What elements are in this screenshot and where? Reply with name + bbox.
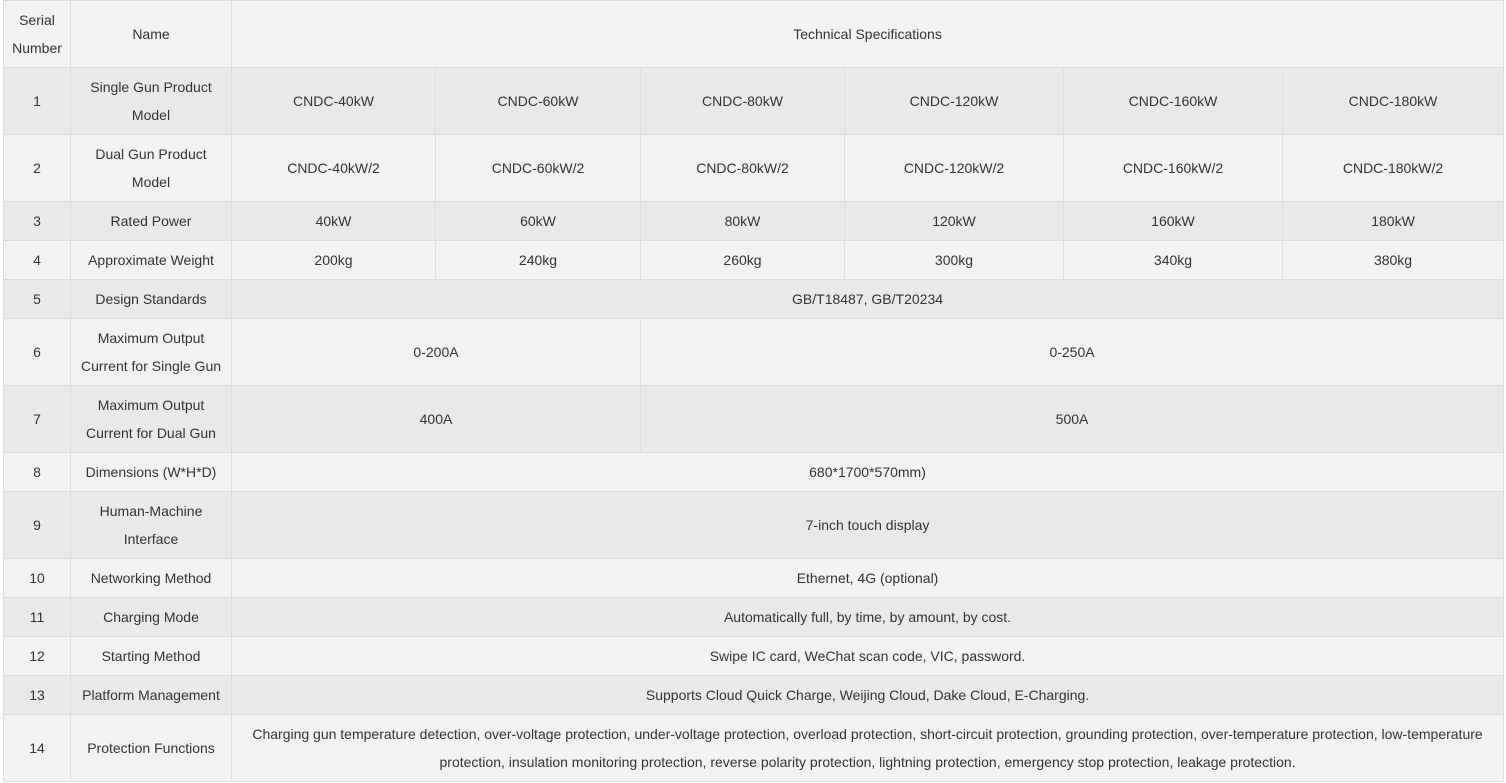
spec-cell: CNDC-40kW/2 — [232, 135, 436, 202]
table-row — [4, 386, 1504, 453]
spec-cell: CNDC-180kW/2 — [1283, 135, 1504, 202]
row-name: Rated Power — [71, 202, 232, 241]
header-name: Name — [71, 1, 232, 68]
spec-cell: CNDC-80kW/2 — [641, 135, 845, 202]
spec-cell: 160kW — [1064, 202, 1283, 241]
spec-cell: 0-200A — [232, 319, 641, 386]
technical-specifications-table — [3, 0, 1504, 782]
row-serial: 10 — [4, 559, 71, 598]
row-name: Single Gun Product Model — [71, 68, 232, 135]
row-name: Maximum Output Current for Dual Gun — [71, 386, 232, 453]
table-row — [4, 637, 1504, 676]
table-row — [4, 280, 1504, 319]
spec-cell: 240kg — [436, 241, 641, 280]
spec-cell: 380kg — [1283, 241, 1504, 280]
spec-cell: Automatically full, by time, by amount, by cost. — [232, 598, 1504, 637]
table-header-row — [4, 1, 1504, 68]
spec-cell: CNDC-120kW/2 — [845, 135, 1064, 202]
row-name: Approximate Weight — [71, 241, 232, 280]
row-serial: 14 — [4, 715, 71, 782]
spec-cell: CNDC-60kW — [436, 68, 641, 135]
spec-cell: 80kW — [641, 202, 845, 241]
spec-cell: CNDC-160kW/2 — [1064, 135, 1283, 202]
table-row — [4, 598, 1504, 637]
row-serial: 13 — [4, 676, 71, 715]
row-name: Starting Method — [71, 637, 232, 676]
row-serial: 6 — [4, 319, 71, 386]
spec-cell: Supports Cloud Quick Charge, Weijing Cloud, Dake Cloud, E-Charging. — [232, 676, 1504, 715]
table-row — [4, 559, 1504, 598]
row-serial: 11 — [4, 598, 71, 637]
spec-cell: 500A — [641, 386, 1504, 453]
spec-cell: CNDC-80kW — [641, 68, 845, 135]
row-name: Charging Mode — [71, 598, 232, 637]
table-row — [4, 676, 1504, 715]
row-serial: 9 — [4, 492, 71, 559]
table-row — [4, 241, 1504, 280]
row-serial: 4 — [4, 241, 71, 280]
row-name: Dual Gun Product Model — [71, 135, 232, 202]
table-row — [4, 202, 1504, 241]
spec-cell: GB/T18487, GB/T20234 — [232, 280, 1504, 319]
row-serial: 12 — [4, 637, 71, 676]
row-name: Maximum Output Current for Single Gun — [71, 319, 232, 386]
spec-cell: CNDC-160kW — [1064, 68, 1283, 135]
table-row — [4, 68, 1504, 135]
row-name: Protection Functions — [71, 715, 232, 782]
table-row — [4, 319, 1504, 386]
row-serial: 7 — [4, 386, 71, 453]
spec-cell: 300kg — [845, 241, 1064, 280]
row-serial: 3 — [4, 202, 71, 241]
table-row — [4, 135, 1504, 202]
row-name: Platform Management — [71, 676, 232, 715]
spec-cell: CNDC-60kW/2 — [436, 135, 641, 202]
spec-cell: 40kW — [232, 202, 436, 241]
table-row — [4, 453, 1504, 492]
spec-cell: 60kW — [436, 202, 641, 241]
row-name: Networking Method — [71, 559, 232, 598]
header-serial-number: Serial Number — [4, 1, 71, 68]
row-serial: 2 — [4, 135, 71, 202]
spec-cell: 680*1700*570mm) — [232, 453, 1504, 492]
row-serial: 8 — [4, 453, 71, 492]
row-name: Human-Machine Interface — [71, 492, 232, 559]
spec-cell: 260kg — [641, 241, 845, 280]
header-technical-specifications: Technical Specifications — [232, 1, 1504, 68]
spec-cell: CNDC-180kW — [1283, 68, 1504, 135]
row-name: Dimensions (W*H*D) — [71, 453, 232, 492]
spec-cell: 340kg — [1064, 241, 1283, 280]
spec-cell: Charging gun temperature detection, over-voltage protection, under-voltage protection, overload protection, short-circuit protection, grounding protection, over-temperature protection, low-temperature protection, insulation monitoring protection, reverse polarity protection, lightning protection, emergency stop protection, leakage protection. — [232, 715, 1504, 782]
spec-cell: CNDC-120kW — [845, 68, 1064, 135]
row-serial: 1 — [4, 68, 71, 135]
spec-cell: 7-inch touch display — [232, 492, 1504, 559]
spec-cell: 200kg — [232, 241, 436, 280]
spec-cell: 120kW — [845, 202, 1064, 241]
row-serial: 5 — [4, 280, 71, 319]
spec-cell: Swipe IC card, WeChat scan code, VIC, password. — [232, 637, 1504, 676]
spec-cell: 180kW — [1283, 202, 1504, 241]
spec-cell: 0-250A — [641, 319, 1504, 386]
spec-cell: 400A — [232, 386, 641, 453]
table-row — [4, 492, 1504, 559]
table-row — [4, 715, 1504, 782]
spec-cell: Ethernet, 4G (optional) — [232, 559, 1504, 598]
spec-cell: CNDC-40kW — [232, 68, 436, 135]
row-name: Design Standards — [71, 280, 232, 319]
